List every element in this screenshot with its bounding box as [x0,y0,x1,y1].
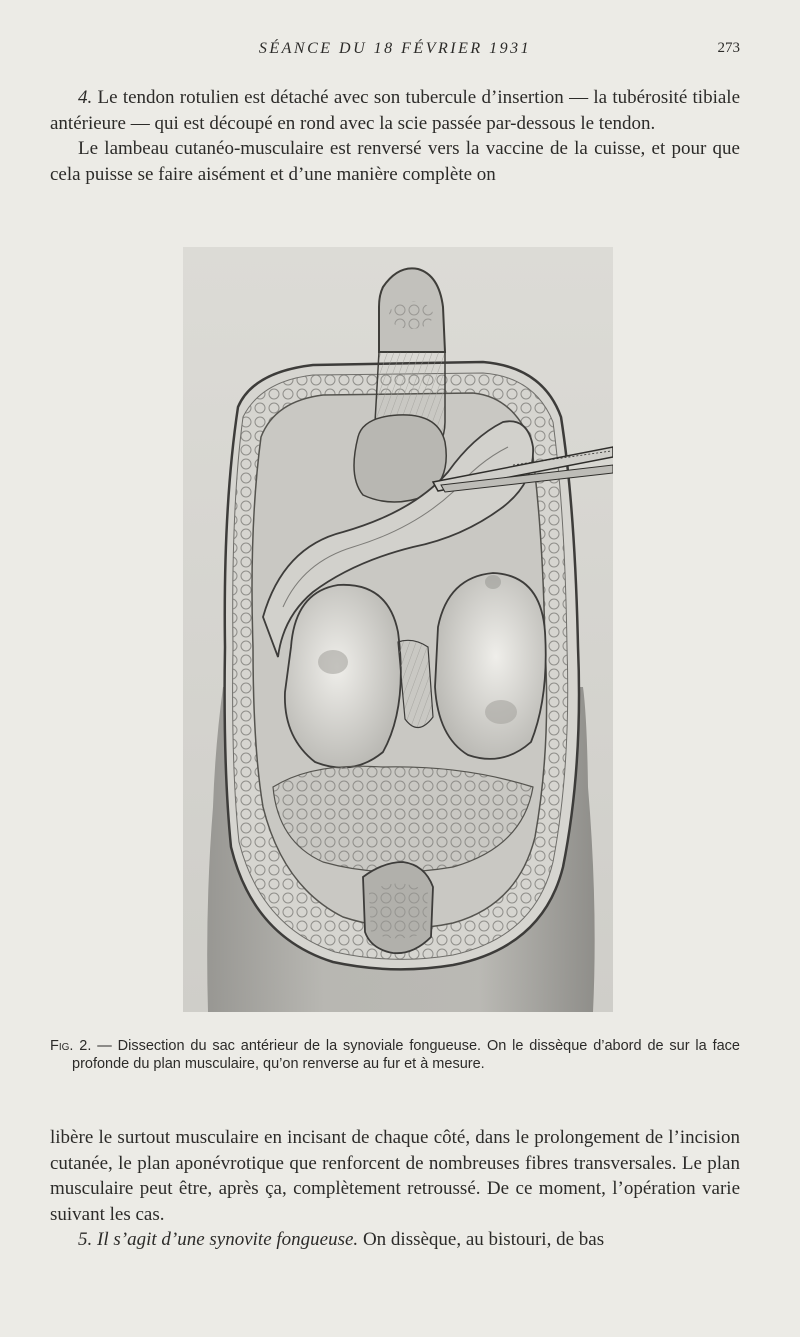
caption-text: — Dissection du sac antérieur de la synoviale fongueuse. On le dissèque d’abord de sur la face profonde du plan musculaire, qu’on renverse au fur et à mesure. [72,1038,740,1072]
page-number: 273 [717,40,740,56]
paragraph-text: Le tendon rotulien est détaché avec son tubercule d’insertion — la tubérosité tibiale antérieure — qui est découpé en rond avec la scie passée par-dessous le tendon. [50,87,740,134]
paragraph-continued [50,136,740,187]
illustration-drawing [183,247,613,1012]
paragraph-number: 4. [78,87,93,108]
italic-heading: Il s’agit d’une synovite fongueuse. [92,1229,359,1250]
paragraph-4 [50,85,740,136]
caption-body [50,1037,740,1073]
page-header [50,40,740,62]
paragraph-text: On dissèque, au bistouri, de bas [358,1229,605,1250]
paragraph-number: 5. [78,1229,93,1250]
figure-caption [50,1037,740,1073]
knee-dissection-illustration [183,247,613,1012]
paragraph-text: libère le surtout musculaire en incisant de chaque côté, dans le prolongement de l’incision cutanée, le plan aponévrotique que renforcent de nombreuses fibres transversales. Le plan musculaire peut être, après ça, complètement retroussé. De ce moment, l’opération varie suivant les cas. [50,1127,740,1225]
running-head: SÉANCE DU 18 FÉVRIER 1931 [258,40,532,57]
top-text-block [50,85,740,187]
bottom-text-block [50,1125,740,1253]
paragraph-text: Le lambeau cutanéo-musculaire est renversé vers la vaccine de la cuisse, et pour que cela puisse se faire aisément et d’une manière complète on [50,138,740,185]
paragraph-5 [50,1227,740,1253]
paragraph-continuation [50,1125,740,1227]
figure-label: Fig. 2. [50,1038,92,1054]
